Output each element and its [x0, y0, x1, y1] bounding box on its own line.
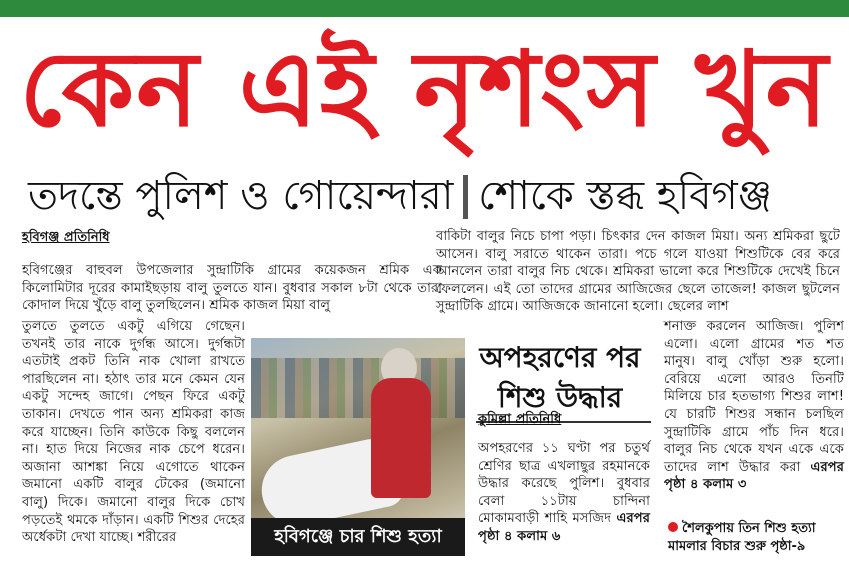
main-continued: এরপর পৃষ্ঠা ৪ কলাম ৩	[664, 459, 844, 493]
subheadline	[28, 170, 828, 224]
teaser-note[interactable]: শৈলকুপায় তিন শিশু হত্যা মামলার বিচার শুরু পৃষ্ঠা-৯	[668, 521, 816, 554]
subhead-divider	[463, 175, 468, 219]
main-para-far-right: শনাক্ত করলেন আজিজ। পুলিশ এলো। এলো গ্রামের শত শত মানুষ। বালু খোঁড়া শুরু হলো। বেরিয়ে এলো আরও তিনটি মিলিয়ে চার হতভাগ্য শিশুর লাশ! যে চারটি শিশুর সন্ধান চলছিল সুন্দ্রাটিকি গ্রামে পাঁচ দিন ধরে। বালুর নিচ থেকে যখন একে একে তাদের লাশ উদ্ধার করা এরপর পৃষ্ঠা ৪ কলাম ৩	[664, 319, 844, 493]
side-byline: কুমিল্লা প্রতিনিধি	[478, 412, 562, 427]
photo-crowd	[251, 358, 465, 418]
main-para-top: হবিগঞ্জের বাহুবল উপজেলার সুন্দ্রাটিকি গ্রামের কয়েকজন শ্রমিক এক কিলোমিটার দূরের কামাইছড়ায় বালু তুলতে যান। বুধবার সকাল ৮টা থেকে তারা কোদাল দিয়ে খুঁড়ে বালু তুলছিলেন। শ্রমিক কাজল মিয়া বালু	[22, 263, 442, 314]
main-para-right-top: বাকিটা বালুর নিচে চাপা পড়া। চিৎকার দেন কাজল মিয়া। অন্য শ্রমিকরা ছুটে আসেন। বালু সরাতে থাকেন তারা। পচে গলে যাওয়া শিশুটিকে বের করে আনলেন তারা বালুর নিচ থেকে। শ্রমিকরা ভালো করে শিশুটিকে দেখেই চিনে ফেললেন। এই তো তাদের গ্রামের আজিজের ছেলে তাজেল! কাজল ছুটলেন সুন্দ্রাটিকি গ্রামে। আজিজকে জানানো হলো। ছেলের লাশ	[436, 229, 840, 315]
side-story-body: অপহরণের ১১ ঘণ্টা পর চতুর্থ শ্রেণির ছাত্র এখলাছুর রহমানকে উদ্ধার করেছে পুলিশ। বুধবার বেলা ১১টায় চান্দিনা মোকামবাড়ী শাহি মসজিদ এরপর পৃষ্ঠা ৪ কলাম ৬	[478, 441, 650, 544]
main-headline: কেন এই নৃশংস খুন	[19, 28, 830, 150]
bullet-icon	[668, 522, 678, 532]
side-continued: এরপর পৃষ্ঠা ৪ কলাম ৬	[478, 511, 650, 544]
photo-man-body	[371, 378, 431, 498]
side-story-title: অপহরণের পর শিশু উদ্ধার	[479, 341, 641, 414]
main-byline: হবিগঞ্জ প্রতিনিধি	[22, 230, 110, 245]
subhead-right: শোকে স্তব্ধ হবিগঞ্জ	[478, 172, 772, 219]
main-para-left: তুলতে তুলতে একটু এগিয়ে গেছেন। তখনই তার নাকে দুর্গন্ধ আসে। দুর্গন্ধটা এতটাই প্রকট তিনি নাক খোলা রাখতে পারছিলেন না। হঠাৎ তার মনে কেমন যেন একটু সন্দেহ জাগে। পেছন ফিরে একটু তাকান। দেখতে পান অন্য শ্রমিকরা কাজ করে যাচ্ছেন। তিনি কাউকে কিছু বললেন না। হাত দিয়ে নিজের নাক চেপে ধরেন। অজানা আশঙ্কা নিয়ে এগোতে থাকেন জমানো একটি বালুর টেকের (জমানো বালু) দিকে। জমানো বালুর দিকে চোখ পড়তেই থমকে দাঁড়ান। একটি শিশুর দেহের অর্ধেকটা দেখা যাচ্ছে। শরীরের	[22, 319, 245, 546]
photo-caption: হবিগঞ্জে চার শিশু হত্যা	[251, 518, 465, 556]
top-color-bar	[0, 0, 849, 17]
subhead-left: তদন্তে পুলিশ ও গোয়েন্দারা	[28, 172, 454, 219]
